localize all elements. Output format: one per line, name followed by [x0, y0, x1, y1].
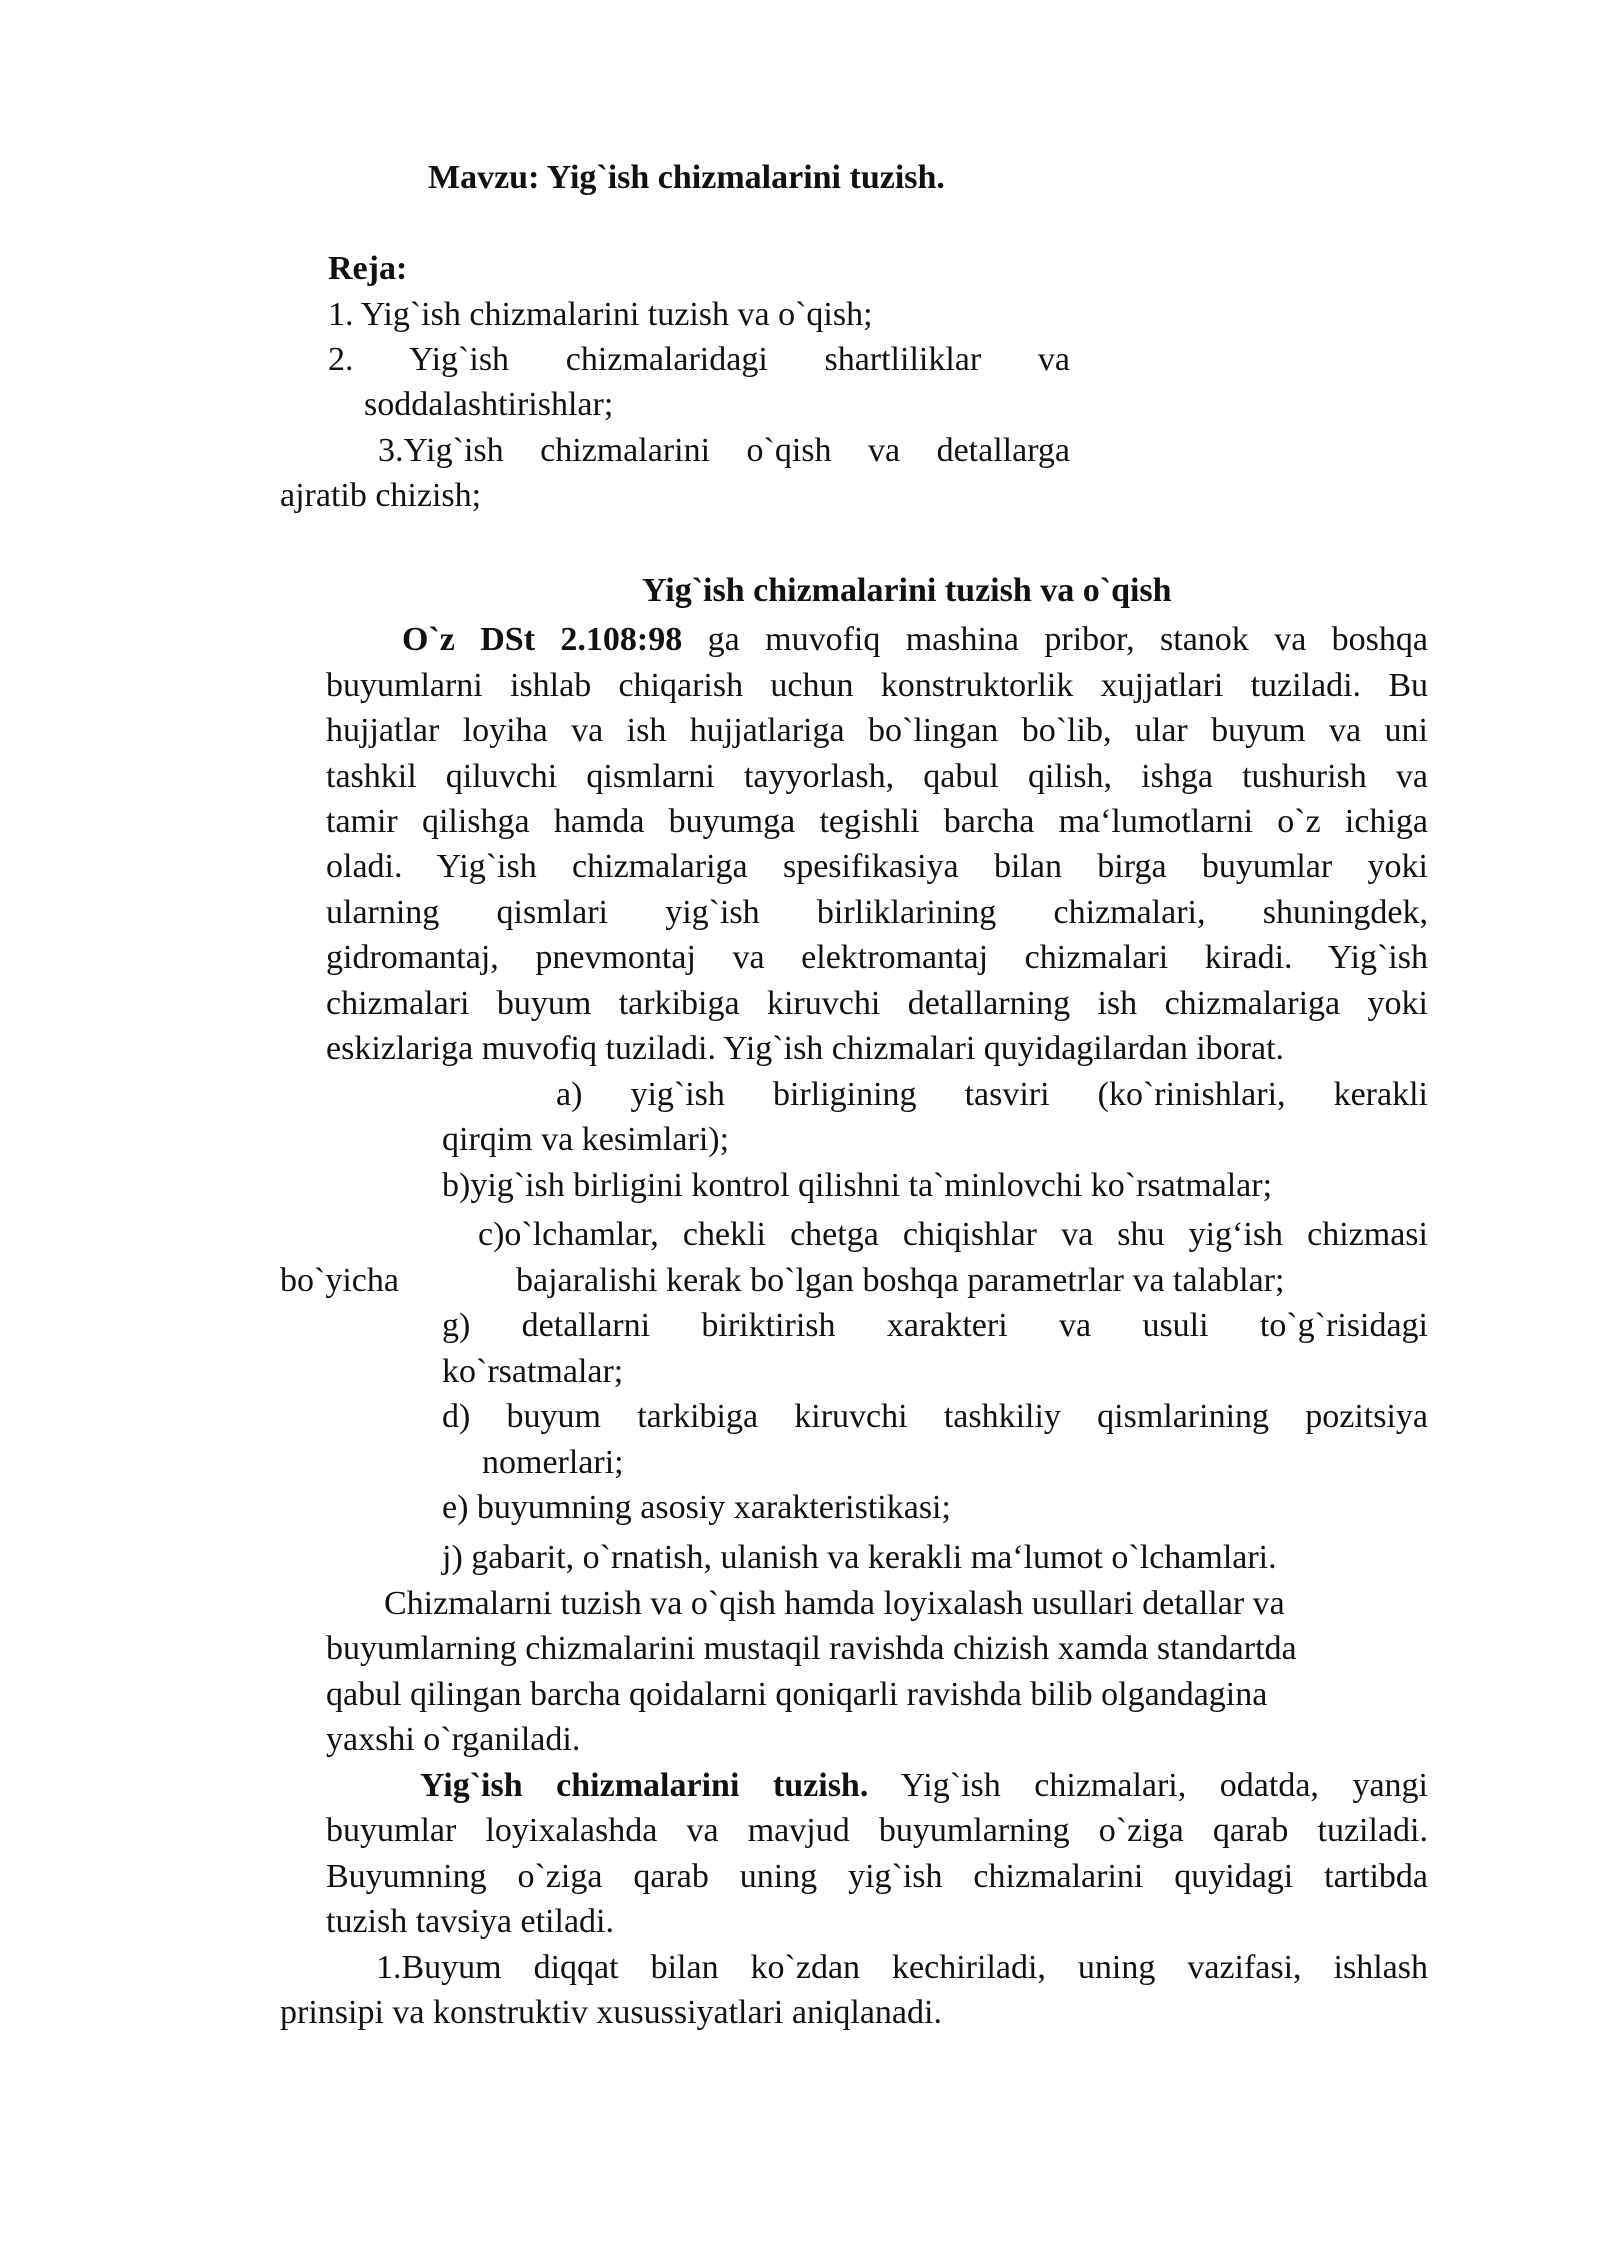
section1-line-7: ularning qismlari yig`ish birliklarining chizmalari, shuningdek,: [326, 894, 1428, 931]
list-item-c-line-2-left: bo`yicha: [280, 1262, 399, 1299]
plan-item-1: 1. Yig`ish chizmalarini tuzish va o`qish;: [328, 296, 873, 333]
list-item-g-line-2: ko`rsatmalar;: [442, 1353, 624, 1390]
list-item-j: j) gabarit, o`rnatish, ulanish va kerakli ma‘lumot o`lchamlari.: [442, 1539, 1277, 1576]
section1-line-10: eskizlariga muvofiq tuziladi. Yig`ish chizmalari quyidagilardan iborat.: [326, 1030, 1285, 1067]
section1-line-1-text: ga muvofiq mashina pribor, stanok va boshqa: [682, 621, 1428, 658]
list-item-d-line-1: d) buyum tarkibiga kiruvchi tashkiliy qismlarining pozitsiya: [442, 1398, 1428, 1435]
section1-line-1: [402, 617, 1428, 662]
para2-line-3: qabul qilingan barcha qoidalarni qoniqarli ravishda bilib olgandagina: [326, 1676, 1268, 1713]
section1-line-6: oladi. Yig`ish chizmalariga spesifikasiya bilan birga buyumlar yoki: [326, 848, 1428, 885]
section1-line-8: gidromantaj, pnevmontaj va elektromantaj chizmalari kiradi. Yig`ish: [326, 939, 1428, 976]
para3-line-2: buyumlar loyixalashda va mavjud buyumlarning o`ziga qarab tuziladi.: [326, 1812, 1428, 1849]
page-title: Mavzu: Yig`ish chizmalarini tuzish.: [428, 159, 945, 196]
para3-line-3: Buyumning o`ziga qarab uning yig`ish chizmalarini quyidagi tartibda: [326, 1858, 1428, 1895]
section1-line-5: tamir qilishga hamda buyumga tegishli barcha ma‘lumotlarni o`z ichiga: [326, 803, 1428, 840]
para2-line-4: yaxshi o`rganiladi.: [326, 1721, 581, 1758]
section1-line-3: hujjatlar loyiha va ish hujjatlariga bo`lingan bo`lib, ular buyum va uni: [326, 712, 1428, 749]
list-item-e: e) buyumning asosiy xarakteristikasi;: [442, 1489, 951, 1526]
para3-line-1: [420, 1763, 1428, 1808]
plan-item-3-line-1: 3.Yig`ish chizmalarini o`qish va detallarga: [378, 432, 1070, 469]
standard-reference: O`z DSt 2.108:98: [402, 621, 683, 658]
section1-line-9: chizmalari buyum tarkibiga kiruvchi detallarning ish chizmalariga yoki: [326, 985, 1428, 1022]
list-item-g-line-1: g) detallarni biriktirish xarakteri va usuli to`g`risidagi: [442, 1307, 1428, 1344]
para3-line-4: tuzish tavsiya etiladi.: [326, 1903, 614, 1940]
plan-item-3-line-2: ajratib chizish;: [280, 477, 482, 514]
para4-line-1: 1.Buyum diqqat bilan ko`zdan kechiriladi, uning vazifasi, ishlash: [376, 1949, 1428, 1986]
list-item-a-line-1: a) yig`ish birligining tasviri (ko`rinishlari, kerakli: [556, 1076, 1428, 1113]
plan-heading: Reja:: [328, 250, 408, 287]
section1-line-4: tashkil qiluvchi qismlarni tayyorlash, qabul qilish, ishga tushurish va: [326, 758, 1428, 795]
plan-item-2-line-2: soddalashtirishlar;: [364, 386, 614, 423]
list-item-d-line-2: nomerlari;: [482, 1444, 624, 1481]
para2-line-1: Chizmalarni tuzish va o`qish hamda loyixalash usullari detallar va: [384, 1585, 1285, 1622]
para2-line-2: buyumlarning chizmalarini mustaqil ravishda chizish xamda standartda: [326, 1630, 1297, 1667]
plan-item-2-line-1: 2. Yig`ish chizmalaridagi shartliliklar va: [328, 341, 1070, 378]
para3-line-1-text: Yig`ish chizmalari, odatda, yangi: [868, 1767, 1428, 1804]
section1-line-2: buyumlarni ishlab chiqarish uchun konstruktorlik xujjatlari tuziladi. Bu: [326, 667, 1428, 704]
para4-line-2: prinsipi va konstruktiv xusussiyatlari aniqlanadi.: [280, 1994, 942, 2031]
section-heading: Yig`ish chizmalarini tuzish va o`qish: [642, 572, 1172, 609]
list-item-c-line-1: c)o`lchamlar, chekli chetga chiqishlar va shu yig‘ish chizmasi: [478, 1216, 1428, 1253]
list-item-a-line-2: qirqim va kesimlari);: [442, 1121, 730, 1158]
para3-lead: Yig`ish chizmalarini tuzish.: [420, 1767, 869, 1804]
list-item-b: b)yig`ish birligini kontrol qilishni ta`minlovchi ko`rsatmalar;: [442, 1167, 1273, 1204]
list-item-c-line-2-right: bajaralishi kerak bo`lgan boshqa parametrlar va talablar;: [516, 1262, 1285, 1299]
